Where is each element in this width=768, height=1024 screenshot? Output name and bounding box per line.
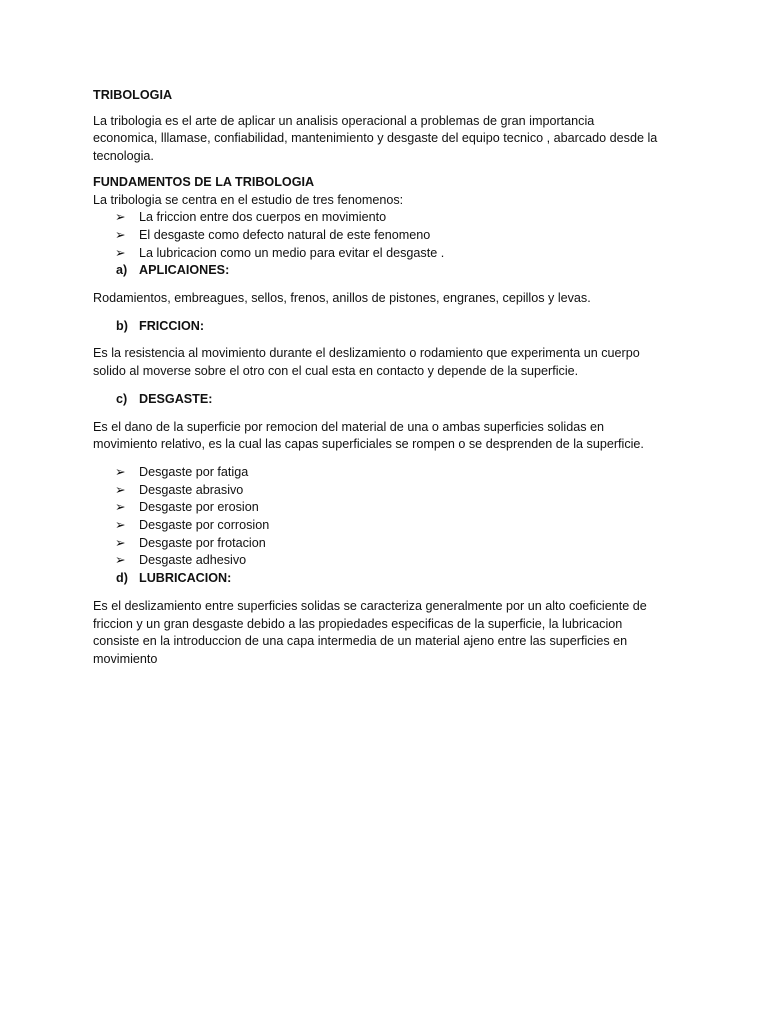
fundamentos-lead: La tribologia se centra en el estudio de tres fenomenos: [93,192,404,207]
lubricacion-paragraph [93,598,693,669]
list-item-text: Desgaste por erosion [139,500,259,515]
intro-line: tecnologia. [93,149,154,164]
list-item [93,535,693,553]
aplicaciones-paragraph: Rodamientos, embreagues, sellos, frenos, anillos de pistones, engranes, cepillos y levas. [93,291,591,306]
list-item [93,209,693,227]
spacer [93,381,693,391]
list-item [93,245,693,263]
spacer [93,409,693,419]
list-item-text: Desgaste por fatiga [139,464,249,479]
arrow-bullet-icon: ➢ [115,227,126,242]
section-heading-aplicaciones [93,262,693,280]
section-heading-text: LUBRICACION: [139,571,232,586]
intro-line: economica, lllamase, confiabilidad, mantenimiento y desgaste del equipo tecnico , abarcado desde la [93,131,658,146]
arrow-bullet-icon: ➢ [115,535,126,550]
section-heading-desgaste [93,391,693,409]
spacer [93,105,693,113]
section-marker: a) [116,263,128,278]
list-item-text: La friccion entre dos cuerpos en movimiento [139,210,387,225]
list-item-text: Desgaste abrasivo [139,482,244,497]
list-item [93,552,693,570]
list-item-text: El desgaste como defecto natural de este fenomeno [139,227,431,242]
arrow-bullet-icon: ➢ [115,245,126,260]
spacer [93,166,693,174]
paragraph-line: friccion y un gran desgaste debido a las propiedades especificas de la superficie, la lubricacion [93,616,623,631]
section-heading-text: APLICAIONES: [139,263,230,278]
section-heading-friccion [93,318,693,336]
paragraph-line: movimiento relativo, es la cual las capas superficiales se rompen o se desprenden de la superficie. [93,437,644,452]
list-item-text: Desgaste por frotacion [139,535,266,550]
section-marker: b) [116,318,128,333]
list-item-text: Desgaste por corrosion [139,518,270,533]
intro-line: La tribologia es el arte de aplicar un analisis operacional a problemas de gran importancia [93,113,595,128]
desgaste-types-list [93,464,693,570]
paragraph-line: Es el deslizamiento entre superficies solidas se caracteriza generalmente por un alto coeficiente de [93,598,647,613]
spacer [93,588,693,598]
friccion-paragraph [93,345,693,380]
desgaste-paragraph [93,419,693,454]
spacer [93,280,693,290]
list-item [93,517,693,535]
arrow-bullet-icon: ➢ [115,518,126,533]
list-item [93,464,693,482]
section-heading-lubricacion [93,570,693,588]
spacer [93,335,693,345]
paragraph-line: movimiento [93,651,158,666]
fundamentos-heading: FUNDAMENTOS DE LA TRIBOLOGIA [93,174,315,189]
arrow-bullet-icon: ➢ [115,464,126,479]
list-item-text: Desgaste adhesivo [139,553,247,568]
arrow-bullet-icon: ➢ [115,210,126,225]
arrow-bullet-icon: ➢ [115,553,126,568]
fundamentos-list [93,209,693,262]
paragraph-line: Es la resistencia al movimiento durante el deslizamiento o rodamiento que experimenta un cuerpo [93,346,640,361]
section-marker: c) [116,391,128,406]
section-heading-text: FRICCION: [139,318,205,333]
document-page [93,87,693,669]
list-item [93,499,693,517]
list-item [93,482,693,500]
list-item [93,227,693,245]
spacer [93,308,693,318]
paragraph-line: Es el dano de la superficie por remocion del material de una o ambas superficies solidas en [93,419,605,434]
document-title: TRIBOLOGIA [93,88,173,102]
spacer [93,454,693,464]
paragraph-line: solido al moverse sobre el otro con el cual esta en contacto y depende de la superficie. [93,364,579,379]
intro-paragraph [93,113,693,166]
list-item-text: La lubricacion como un medio para evitar el desgaste . [139,245,445,260]
paragraph-line: consiste en la introduccion de una capa intermedia de un material ajeno entre las superficies en [93,634,628,649]
section-heading-text: DESGASTE: [139,391,213,406]
arrow-bullet-icon: ➢ [115,482,126,497]
arrow-bullet-icon: ➢ [115,500,126,515]
section-marker: d) [116,571,128,586]
